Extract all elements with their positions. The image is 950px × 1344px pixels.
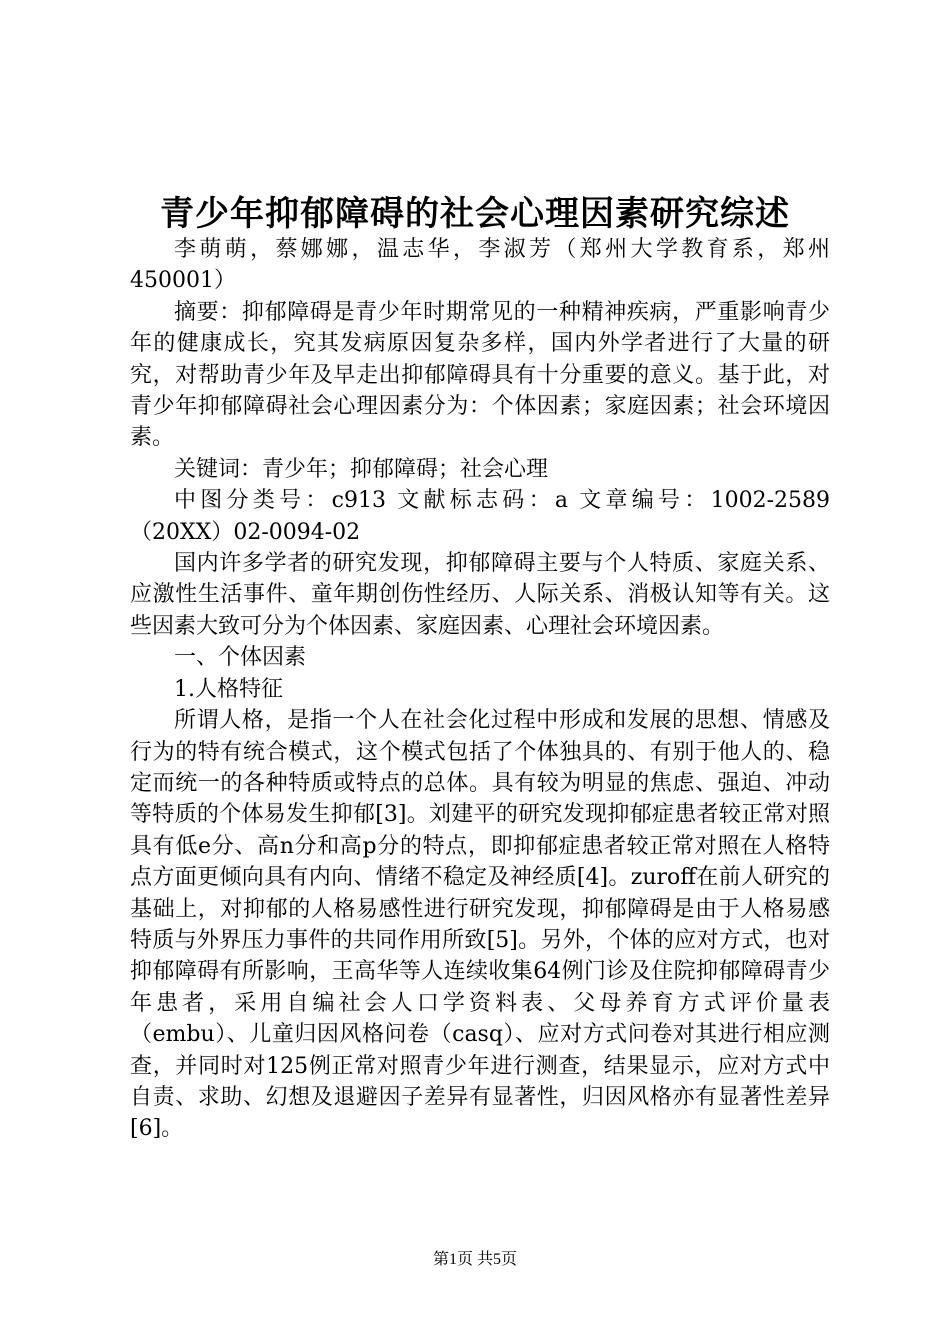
document-title: 青少年抑郁障碍的社会心理因素研究综述 xyxy=(160,194,790,234)
page-number-footer: 第1页 共5页 xyxy=(432,1251,517,1268)
body-paragraph: 所谓人格，是指一个人在社会化过程中形成和发展的思想、情感及行为的特有统合模式，这个模式包括了个体独具的、有别于他人的、稳定而统一的各种特质或特点的总体。具有较为明显的焦虑、强迫、冲动等特质的个体易发生抑郁[3]。刘建平的研究发现抑郁症患者较正常对照具有低e分、高n分和高p分的特点，即抑郁症患者较正常对照在人格特点方面更倾向具有内向、情绪不稳定及神经质[4]。zuroff在前人研究的基础上，对抑郁的人格易感性进行研究发现，抑郁障碍是由于人格易感特质与外界压力事件的共同作用所致[5]。另外，个体的应对方式，也对抑郁障碍有所影响，王高华等人连续收集64例门诊及住院抑郁障碍青少年患者，采用自编社会人口学资料表、父母养育方式评价量表（embu）、儿童归因风格问卷（casq）、应对方式问卷对其进行相应测查，并同时对125例正常对照青少年进行测查，结果显示，应对方式中自责、求助、幻想及退避因子差异有显著性，归因风格亦有显著性差异[6]。 xyxy=(130,708,830,1142)
authors-paragraph: 李萌萌，蔡娜娜，温志华，李淑芳（郑州大学教育系，郑州450001） xyxy=(130,237,830,294)
section-heading: 一、个体因素 xyxy=(174,645,307,671)
intro-paragraph: 国内许多学者的研究发现，抑郁障碍主要与个人特质、家庭关系、应激性生活事件、童年期创伤性经历、人际关系、消极认知等有关。这些因素大致可分为个体因素、家庭因素、心理社会环境因素。 xyxy=(130,551,830,639)
abstract-paragraph: 摘要：抑郁障碍是青少年时期常见的一种精神疾病，严重影响青少年的健康成长，究其发病原因复杂多样，国内外学者进行了大量的研究，对帮助青少年及早走出抑郁障碍具有十分重要的意义。基于此，对青少年抑郁障碍社会心理因素分为：个体因素；家庭因素；社会环境因素。 xyxy=(130,299,830,451)
subsection-heading: 1.人格特征 xyxy=(174,676,283,702)
classification-paragraph: 中图分类号：c913 文献标志码：a 文章编号：1002-2589（20XX）02-0094-02 xyxy=(130,488,830,545)
keywords-paragraph: 关键词：青少年；抑郁障碍；社会心理 xyxy=(174,456,549,482)
document-body xyxy=(130,234,830,1145)
